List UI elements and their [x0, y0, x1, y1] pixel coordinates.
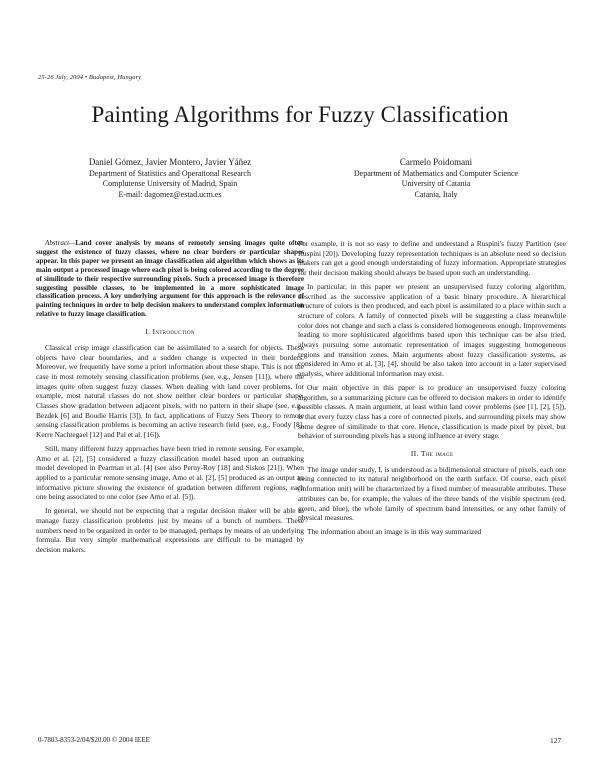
author-city: Catania, Italy — [414, 189, 458, 199]
right-column — [298, 239, 566, 541]
paper-title: Painting Algorithms for Fuzzy Classification — [91, 102, 509, 127]
conference-header: 25-26 July, 2004 • Budapest, Hungary — [38, 74, 142, 81]
paragraph: In particular, in this paper we present an unsupervised fuzzy coloring algorithm, described as the successive application of a basic binary procedure. A hierarchical structure of colors is then produced, and each pixel is assimilated to a place within such a structure of colors. A family of connected pixels will be suggesting a class meanwhile color does not change and such a class is considered homogeneous enough. Improvements leading to more sophisticated algorithms based upon this technique can be also tried, always pursuing some automatic representation of images suggesting homogeneous regions and transition zones. Main arguments about fuzzy classification systems, as considered in Amo et al. [3], [4], should be also taken into account in a later supervised analysis, where additional information may exist. — [298, 281, 566, 379]
author-names: Daniel Gómez, Javier Montero, Javier Yáñez — [88, 157, 252, 167]
paragraph: Our main objective in this paper is to produce an unsupervised fuzzy coloring algorithm, so a summarizing picture can be offered to decision makers in order to identify possible classes. A main argument, at least within land cover problems (see [1], [2], [5]), is that every fuzzy class has a core of connected pixels, and surrounding pixels may show some degree of similitude to that core. Hence, classification is made pixel by pixel, but behavior of surrounding pixels has a strong influence at every stage. — [298, 382, 566, 441]
abstract — [36, 239, 304, 319]
section-heading-image: II. The image — [410, 449, 454, 459]
author-block-right — [306, 157, 566, 200]
abstract-text: Land cover analysis by means of remotely sensing images quite often suggest the existence of fuzzy classes, where no clear borders or particular shapes appear. In this paper we present an image classification aid algorithm which shows as its main output a processed image where each pixel is being colored according to the degree of similitude to their respective surrounding pixels. Such a processed image is therefore suggesting possible classes, to be implemented in a more sophisticated image classification process. A key underlying argument for this approach is the relevance of painting techniques in order to help decision makers to understand complex information relative to fuzzy image classification. — [36, 239, 304, 319]
author-department: Department of Mathematics and Computer Science — [353, 168, 519, 178]
author-department: Department of Statistics and Operational Research — [89, 168, 251, 178]
abstract-lead: Abstract— — [45, 239, 76, 247]
paragraph: In general, we should not be expecting that a regular decision maker will be able to manage fuzzy classification problems just by means of a bunch of numbers. These numbers need to be organized in order to be managed, perhaps by means of an underlying formula. But very simple mathematical expressions are difficult to be managed by decision makers. — [36, 506, 304, 554]
author-university: Complutense University of Madrid, Spain — [102, 179, 238, 189]
footer-isbn: 0-7803-8353-2/04/$20.00 © 2004 IEEE — [38, 736, 150, 744]
author-university: University of Catania — [401, 179, 471, 189]
paragraph: The information about an image is in this way summarized — [307, 526, 482, 536]
paragraph: For example, it is not so easy to define and understand a Ruspini's fuzzy Partition (see Ruspini [20]). Developing fuzzy representation techniques is an absolute need so decision makers can get a good enough understanding of fuzzy information. Appropriate strategies for their decision making should always be based upon such an understanding. — [298, 239, 566, 278]
author-block-left — [40, 157, 300, 200]
paragraph: The image under study, I, is understood as a bidimensional structure of pixels, each one being connected to its natural neighborhood on the earth surface. Of course, each pixel (information unit) will be characterized by a fixed number of measurable attributes. These attributes can be, for example, the values of the three bands of the visible spectrum (red, green, and blue), the whole family of spectrum band intensities, or any other family of physical measures. — [298, 464, 566, 523]
left-column — [36, 239, 304, 559]
page-number: 127 — [550, 736, 562, 745]
author-names: Carmelo Poidomani — [399, 157, 473, 167]
author-email: E-mail: dagomez@estad.ucm.es — [118, 189, 222, 199]
paragraph: Classical crisp image classification can be assimilated to a search for objects. These objects have clear boundaries, and a sudden change is expected in their borders. Moreover, we frequently have some a priori information about these shape. This is not the case in most remotely sensing classification problems (see, e.g., Jensen [11]), where the images quite often suggest fuzzy classes. When dealing with land cover problems, for example, most natural classes do not show neither clear borders or particular shape. Classes show gradation between adjacent pixels, with no pattern in their shape (see, e.g., Bezdek [6] and Boudie Harris [3]). In fact, applications of Fuzzy Sets Theory to remote sensing classification problems is becoming an active research field (see, e.g., Foody [8], Kerre Nachtegael [12] and Pal et al. [16]). — [36, 342, 304, 440]
paragraph: Still, many different fuzzy approaches have been tried in remote sensing. For example, Amo et al. [2], [5] considered a fuzzy classification model based upon an outranking model developed in Pearman et al. [4] (see also Perny-Roy [18] and Siskos [21]). When applied to a particular remote sensing image, Amo et al. [2], [5] produced as an output an informative picture showing the existence of gradation between different regions, each one being associated to one color (see Amo et al. [5]). — [36, 443, 304, 502]
section-heading-introduction: I. Introduction — [145, 327, 195, 337]
